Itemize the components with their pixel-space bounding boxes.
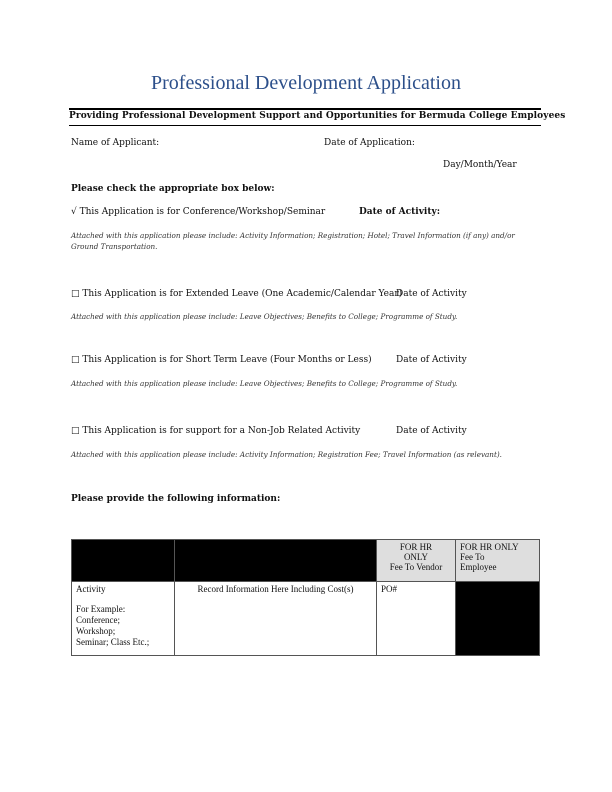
table-header-row [72,540,540,582]
checkbox-icon[interactable]: □ [71,289,80,299]
option-conference [71,207,325,217]
activity-date-label: Date of Activity: [359,207,441,217]
page-title: Professional Development Application [151,72,461,94]
checkbox-icon[interactable]: □ [71,355,80,365]
header-cell-blank [175,540,377,582]
activity-date-label: Date of Activity [396,289,467,299]
cost-table [71,539,540,656]
attachment-note: Attached with this application please include: Leave Objectives; Benefits to College; Programme of Study. [71,379,458,388]
hr-employee-header: FOR HR ONLY Fee To Employee [456,540,540,582]
activity-label: Activity [76,584,106,594]
employee-fee-cell [456,582,540,656]
attachment-note: Attached with this application please include: Leave Objectives; Benefits to College; Programme of Study. [71,312,458,321]
attachment-note: Attached with this application please include: Activity Information; Registration; Hotel; Travel Information (if any) and/or Ground Transportation. [71,231,515,251]
table-row [72,582,540,656]
option-label: This Application is for Extended Leave (One Academic/Calendar Year) [82,289,403,299]
option-extended-leave [71,289,402,299]
option-label: This Application is for support for a Non-Job Related Activity [82,426,361,436]
option-short-term-leave [71,355,372,365]
record-info-cell[interactable]: Record Information Here Including Cost(s) [175,582,377,656]
po-cell[interactable]: PO# [377,582,456,656]
checkbox-icon[interactable]: □ [71,426,80,436]
option-non-job-activity [71,426,360,436]
activity-cell[interactable]: Activity For Example: Conference; Workshop; Seminar; Class Etc.; [72,582,175,656]
applicant-name-label: Name of Applicant: [71,138,160,148]
hr-vendor-header: FOR HR ONLY Fee To Vendor [377,540,456,582]
header-rule-top [69,108,541,110]
application-date-label: Date of Application: [324,138,415,148]
option-label: This Application is for Conference/Workshop/Seminar [79,207,326,217]
option-label: This Application is for Short Term Leave (Four Months or Less) [82,355,372,365]
page-subtitle: Providing Professional Development Support and Opportunities for Bermuda College Employees [69,111,566,121]
check-instruction: Please check the appropriate box below: [71,184,275,194]
activity-date-label: Date of Activity [396,426,467,436]
checkmark-icon[interactable]: √ [71,207,77,217]
provide-info-heading: Please provide the following information: [71,494,281,504]
date-format-hint: Day/Month/Year [443,160,517,170]
activity-date-label: Date of Activity [396,355,467,365]
header-cell-blank [72,540,175,582]
header-rule-bottom [69,125,541,126]
attachment-note: Attached with this application please include: Activity Information; Registration Fee; Travel Information (as relevant). [71,450,502,459]
